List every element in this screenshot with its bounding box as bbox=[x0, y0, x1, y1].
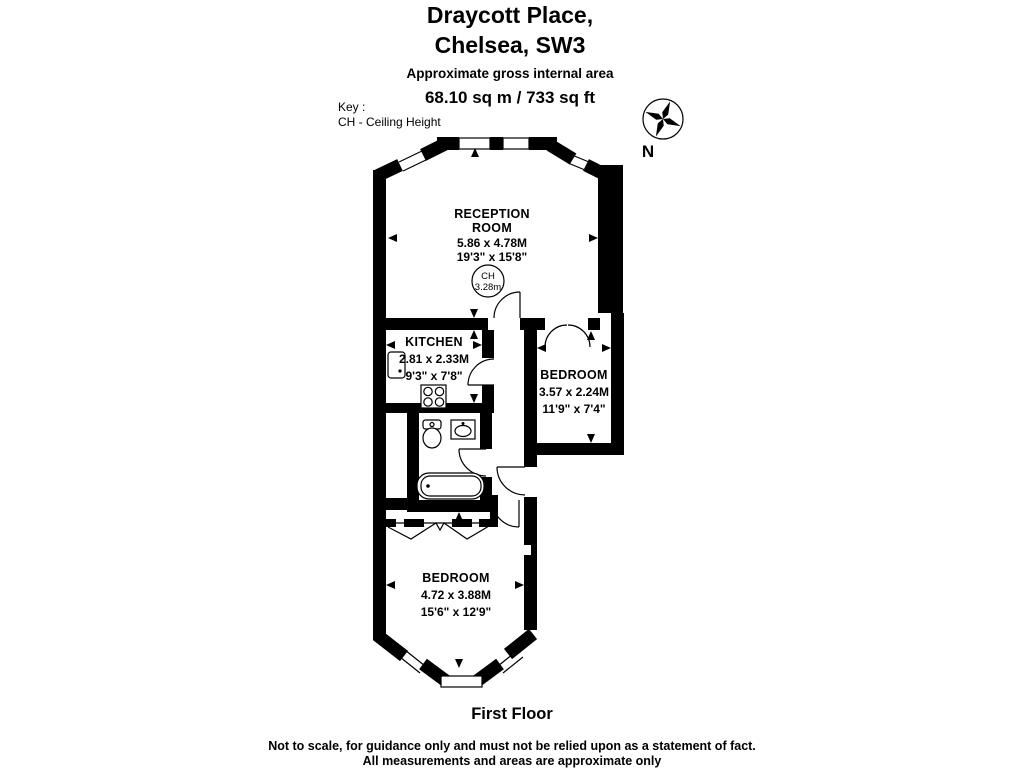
ceiling-height-abbr: CH bbox=[481, 271, 495, 282]
reception-name-line2: ROOM bbox=[471, 221, 513, 235]
page-title-line1: Draycott Place, bbox=[426, 2, 594, 28]
wardrobe-hanging-rail bbox=[388, 523, 489, 539]
disclaimer-line2: All measurements and areas are approximate only bbox=[362, 754, 662, 768]
reception-name-line1: RECEPTION bbox=[454, 207, 530, 221]
floor-label: First Floor bbox=[471, 705, 553, 723]
compass-rose-icon bbox=[638, 94, 687, 161]
page-title-line2: Chelsea, SW3 bbox=[434, 32, 586, 58]
room-kitchen bbox=[399, 335, 469, 383]
bedroom-bottom-size-metric: 4.72 x 3.88M bbox=[420, 588, 492, 602]
room-reception bbox=[454, 207, 530, 297]
bedroom-right-name: BEDROOM bbox=[540, 368, 608, 382]
bedroom-bottom-size-imperial: 15'6" x 12'9" bbox=[420, 605, 492, 619]
ceiling-height-value: 3.28m bbox=[474, 282, 502, 293]
stove-icon bbox=[421, 385, 446, 408]
room-bedroom-right bbox=[539, 368, 609, 416]
key-item-ceiling-height: CH - Ceiling Height bbox=[338, 115, 441, 129]
key-label: Key : bbox=[338, 100, 366, 114]
bedroom-right-size-imperial: 11'9" x 7'4" bbox=[542, 402, 606, 416]
room-bedroom-bottom bbox=[421, 571, 491, 619]
compass-north-label: N bbox=[641, 142, 655, 161]
kitchen-size-imperial: 9'3" x 7'8" bbox=[405, 369, 463, 383]
bathtub-icon bbox=[417, 473, 484, 499]
bedroom-right-size-metric: 3.57 x 2.24M bbox=[538, 385, 610, 399]
bedroom-bottom-name: BEDROOM bbox=[422, 571, 490, 585]
disclaimer-line1: Not to scale, for guidance only and must not be relied upon as a statement of fact. bbox=[268, 739, 756, 753]
basin-icon bbox=[451, 420, 475, 439]
kitchen-size-metric: 2.81 x 2.33M bbox=[398, 352, 470, 366]
reception-size-metric: 5.86 x 4.78M bbox=[456, 236, 528, 250]
area-value: 68.10 sq m / 733 sq ft bbox=[424, 88, 596, 107]
area-heading: Approximate gross internal area bbox=[406, 66, 614, 81]
reception-size-imperial: 19'3" x 15'8" bbox=[456, 250, 528, 264]
toilet-icon bbox=[423, 420, 441, 448]
kitchen-name: KITCHEN bbox=[405, 335, 463, 349]
